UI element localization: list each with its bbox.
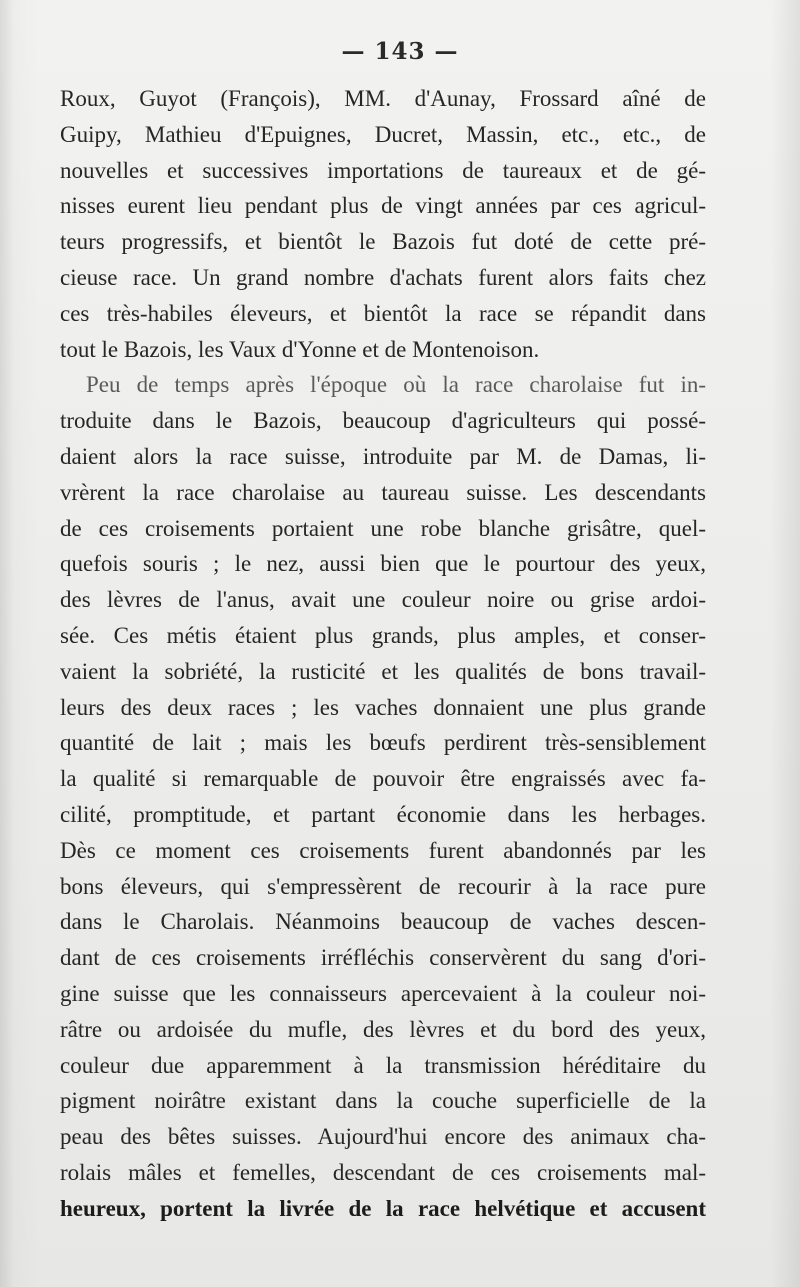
text-line: leurs des deux races ; les vaches donnaient une plus grande: [60, 694, 706, 720]
text-line: Dès ce moment ces croisements furent abandonnés par les: [60, 837, 706, 863]
text-line: tout le Bazois, les Vaux d'Yonne et de Montenoison.: [60, 336, 540, 362]
text-line: heureux, portent la livrée de la race helvétique et accusent: [60, 1195, 706, 1221]
text-line: de ces croisements portaient une robe blanche grisâtre, quel-: [60, 515, 706, 541]
body-text: [60, 81, 706, 1227]
text-line: dant de ces croisements irréfléchis conservèrent du sang d'ori-: [60, 945, 706, 971]
text-line: teurs progressifs, et bientôt le Bazois fut doté de cette pré-: [60, 229, 706, 255]
text-line: nisses eurent lieu pendant plus de vingt années par ces agricul-: [60, 193, 706, 219]
text-line: rolais mâles et femelles, descendant de ces croisements mal-: [60, 1159, 706, 1185]
text-line: pigment noirâtre existant dans la couche superficielle de la: [60, 1088, 706, 1114]
text-line: nouvelles et successives importations de taureaux et de gé-: [60, 157, 706, 183]
text-line: la qualité si remarquable de pouvoir être engraissés avec fa-: [60, 766, 706, 792]
text-line: ces très-habiles éleveurs, et bientôt la race se répandit dans: [60, 300, 706, 326]
text-line: cieuse race. Un grand nombre d'achats furent alors faits chez: [60, 264, 706, 290]
text-line: vrèrent la race charolaise au taureau suisse. Les descendants: [60, 479, 706, 505]
text-line: vaient la sobriété, la rusticité et les qualités de bons travail-: [60, 658, 706, 684]
text-line: cilité, promptitude, et partant économie dans les herbages.: [60, 801, 706, 827]
text-line: des lèvres de l'anus, avait une couleur noire ou grise ardoi-: [60, 587, 706, 613]
paragraph-start-line: Peu de temps après l'époque où la race charolaise fut in-: [86, 372, 706, 398]
text-line: peau des bêtes suisses. Aujourd'hui encore des animaux cha-: [60, 1124, 706, 1150]
text-line: Guipy, Mathieu d'Epuignes, Ducret, Massin, etc., etc., de: [60, 121, 706, 147]
text-line: troduite dans le Bazois, beaucoup d'agriculteurs qui possé-: [60, 408, 706, 434]
text-line: dans le Charolais. Néanmoins beaucoup de vaches descen-: [60, 909, 706, 935]
text-line: quantité de lait ; mais les bœufs perdirent très-sensiblement: [60, 730, 706, 756]
text-line: bons éleveurs, qui s'empressèrent de recourir à la race pure: [60, 873, 706, 899]
text-line: daient alors la race suisse, introduite par M. de Damas, li-: [60, 443, 706, 469]
text-line: quefois souris ; le nez, aussi bien que le pourtour des yeux,: [60, 551, 706, 577]
text-line: couleur due apparemment à la transmission héréditaire du: [60, 1052, 706, 1078]
text-line: gine suisse que les connaisseurs apercevaient à la couleur noi-: [60, 980, 706, 1006]
text-line: râtre ou ardoisée du mufle, des lèvres et du bord des yeux,: [60, 1016, 706, 1042]
page-number: — 143 —: [341, 38, 459, 65]
text-line: Roux, Guyot (François), MM. d'Aunay, Frossard aîné de: [60, 86, 706, 111]
text-line: sée. Ces métis étaient plus grands, plus amples, et conser-: [60, 622, 706, 648]
